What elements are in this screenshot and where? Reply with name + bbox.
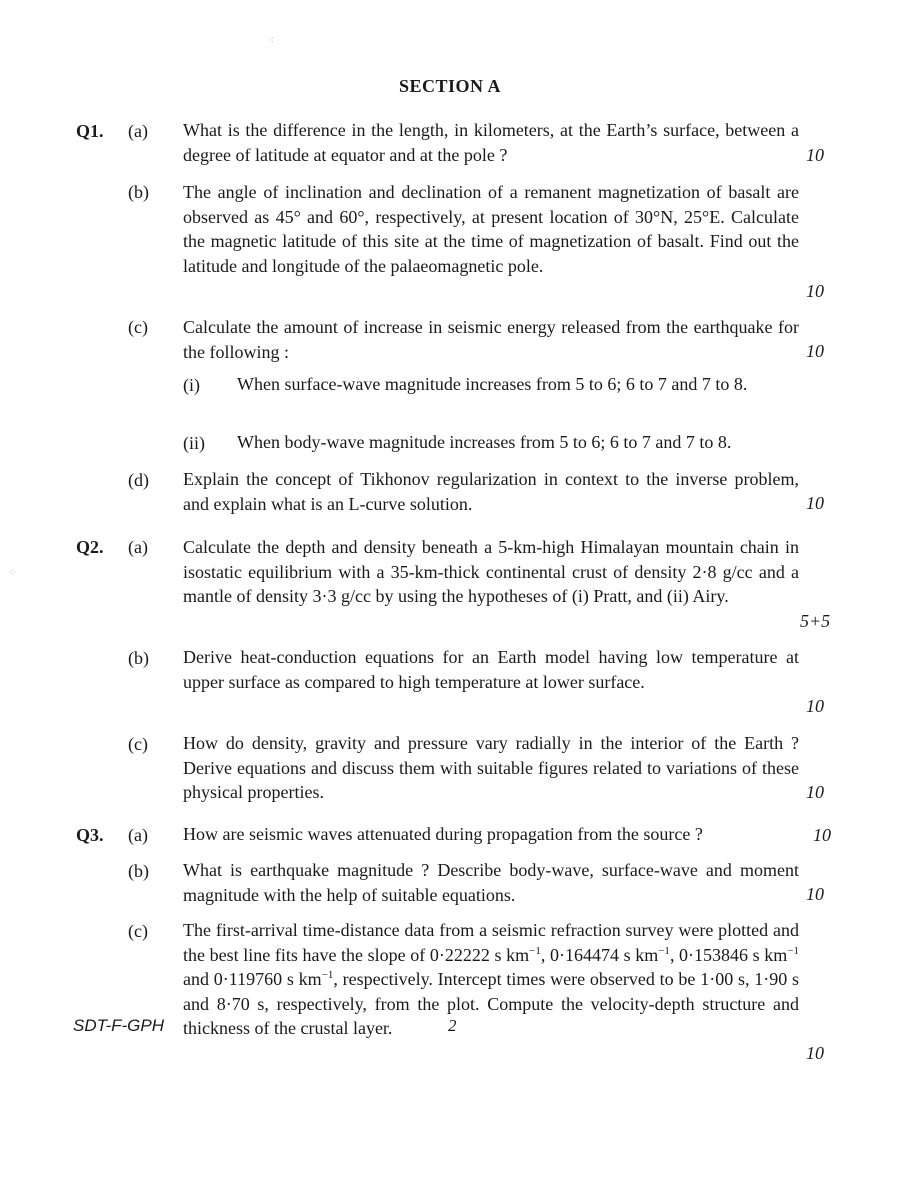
question-text: Explain the concept of Tikhonov regularization in context to the inverse problem, and explain what is an L-curve solution. (183, 469, 799, 514)
question-text: What is the difference in the length, in kilometers, at the Earth’s surface, between a degree of latitude at equator and at the pole ? (183, 120, 799, 165)
superscript: −1 (529, 944, 541, 957)
part-label: (c) (128, 317, 148, 337)
marks: 10 (806, 341, 824, 361)
part-label: (b) (128, 861, 149, 881)
text-run: and 0·119760 s km (183, 969, 322, 989)
question-number: Q2. (76, 537, 104, 557)
question-text: What is earthquake magnitude ? Describe body-wave, surface-wave and moment magnitude with the help of suitable equations. (183, 860, 799, 905)
marks: 10 (806, 884, 824, 904)
marks: 10 (806, 782, 824, 802)
question-text: The angle of inclination and declination of a remanent magnetization of basalt are observed as 45° and 60°, respectively, at present location of 30°N, 25°E. Calculate the magnetic latitude of this site at the time of magnetization of basalt. Find out the latitude and longitude of the palaeomagnetic pole. (183, 182, 799, 276)
page-number: 2 (448, 1016, 457, 1035)
text-run: , respectively. Intercept times were observed to be 1·00 s, 1·90 s and 8·70 s, respectively, from the plot. Compute the velocity-depth structure and thickness of the crustal layer. (183, 969, 800, 1038)
superscript: −1 (321, 969, 334, 981)
marks: 10 (806, 1043, 824, 1063)
part-label: (a) (128, 537, 148, 557)
question-text: Calculate the depth and density beneath a 5-km-high Himalayan mountain chain in isostatic equilibrium with a 35-km-thick continental crust of density 2·8 g/cc and a mantle of density 3·3 g/cc by using the hypotheses of (i) Pratt, and (ii) Airy. (183, 537, 799, 606)
question-text: When surface-wave magnitude increases from 5 to 6; 6 to 7 and 7 to 8. (237, 374, 748, 394)
question-number: Q1. (76, 121, 104, 141)
text-run: , 0·164474 s km (540, 944, 659, 965)
question-number: Q3. (76, 825, 104, 845)
question-text (183, 918, 799, 1041)
part-label: (a) (128, 121, 148, 141)
paper-code: SDT-F-GPH (73, 1016, 164, 1035)
part-label: (b) (128, 648, 149, 668)
scan-smudge: ⁘ (8, 567, 18, 579)
superscript: −1 (787, 944, 800, 957)
subpart-label: (i) (183, 375, 200, 395)
marks: 10 (806, 145, 824, 165)
marks: 10 (806, 696, 824, 716)
question-text: When body-wave magnitude increases from 5 to 6; 6 to 7 and 7 to 8. (237, 432, 732, 452)
marks: 10 (806, 493, 824, 513)
part-label: (c) (128, 921, 148, 941)
superscript: −1 (658, 944, 670, 957)
marks: 10 (806, 281, 824, 301)
question-text: How do density, gravity and pressure vary radially in the interior of the Earth ? Derive equations and discuss them with suitable figures related to variations of these physical properties. (183, 733, 799, 802)
question-text: Calculate the amount of increase in seismic energy released from the earthquake for the following : (183, 317, 799, 362)
part-label: (b) (128, 182, 149, 202)
marks: 10 (813, 825, 831, 845)
part-label: (d) (128, 470, 149, 490)
section-title: SECTION A (398, 76, 502, 96)
text-run: , 0·153846 s km (669, 944, 788, 965)
subpart-label: (ii) (183, 433, 205, 453)
question-text: How are seismic waves attenuated during propagation from the source ? (183, 824, 703, 844)
part-label: (a) (128, 825, 148, 845)
text-run: The first-arrival time-distance data from a seismic refraction survey were plotted and the best line fits have the slope of 0·22222 s km (183, 920, 799, 965)
part-label: (c) (128, 734, 148, 754)
scan-smudge: ⁖ (268, 35, 275, 47)
marks: 5+5 (800, 611, 831, 631)
question-text: Derive heat-conduction equations for an Earth model having low temperature at upper surface as compared to high temperature at lower surface. (183, 647, 799, 692)
